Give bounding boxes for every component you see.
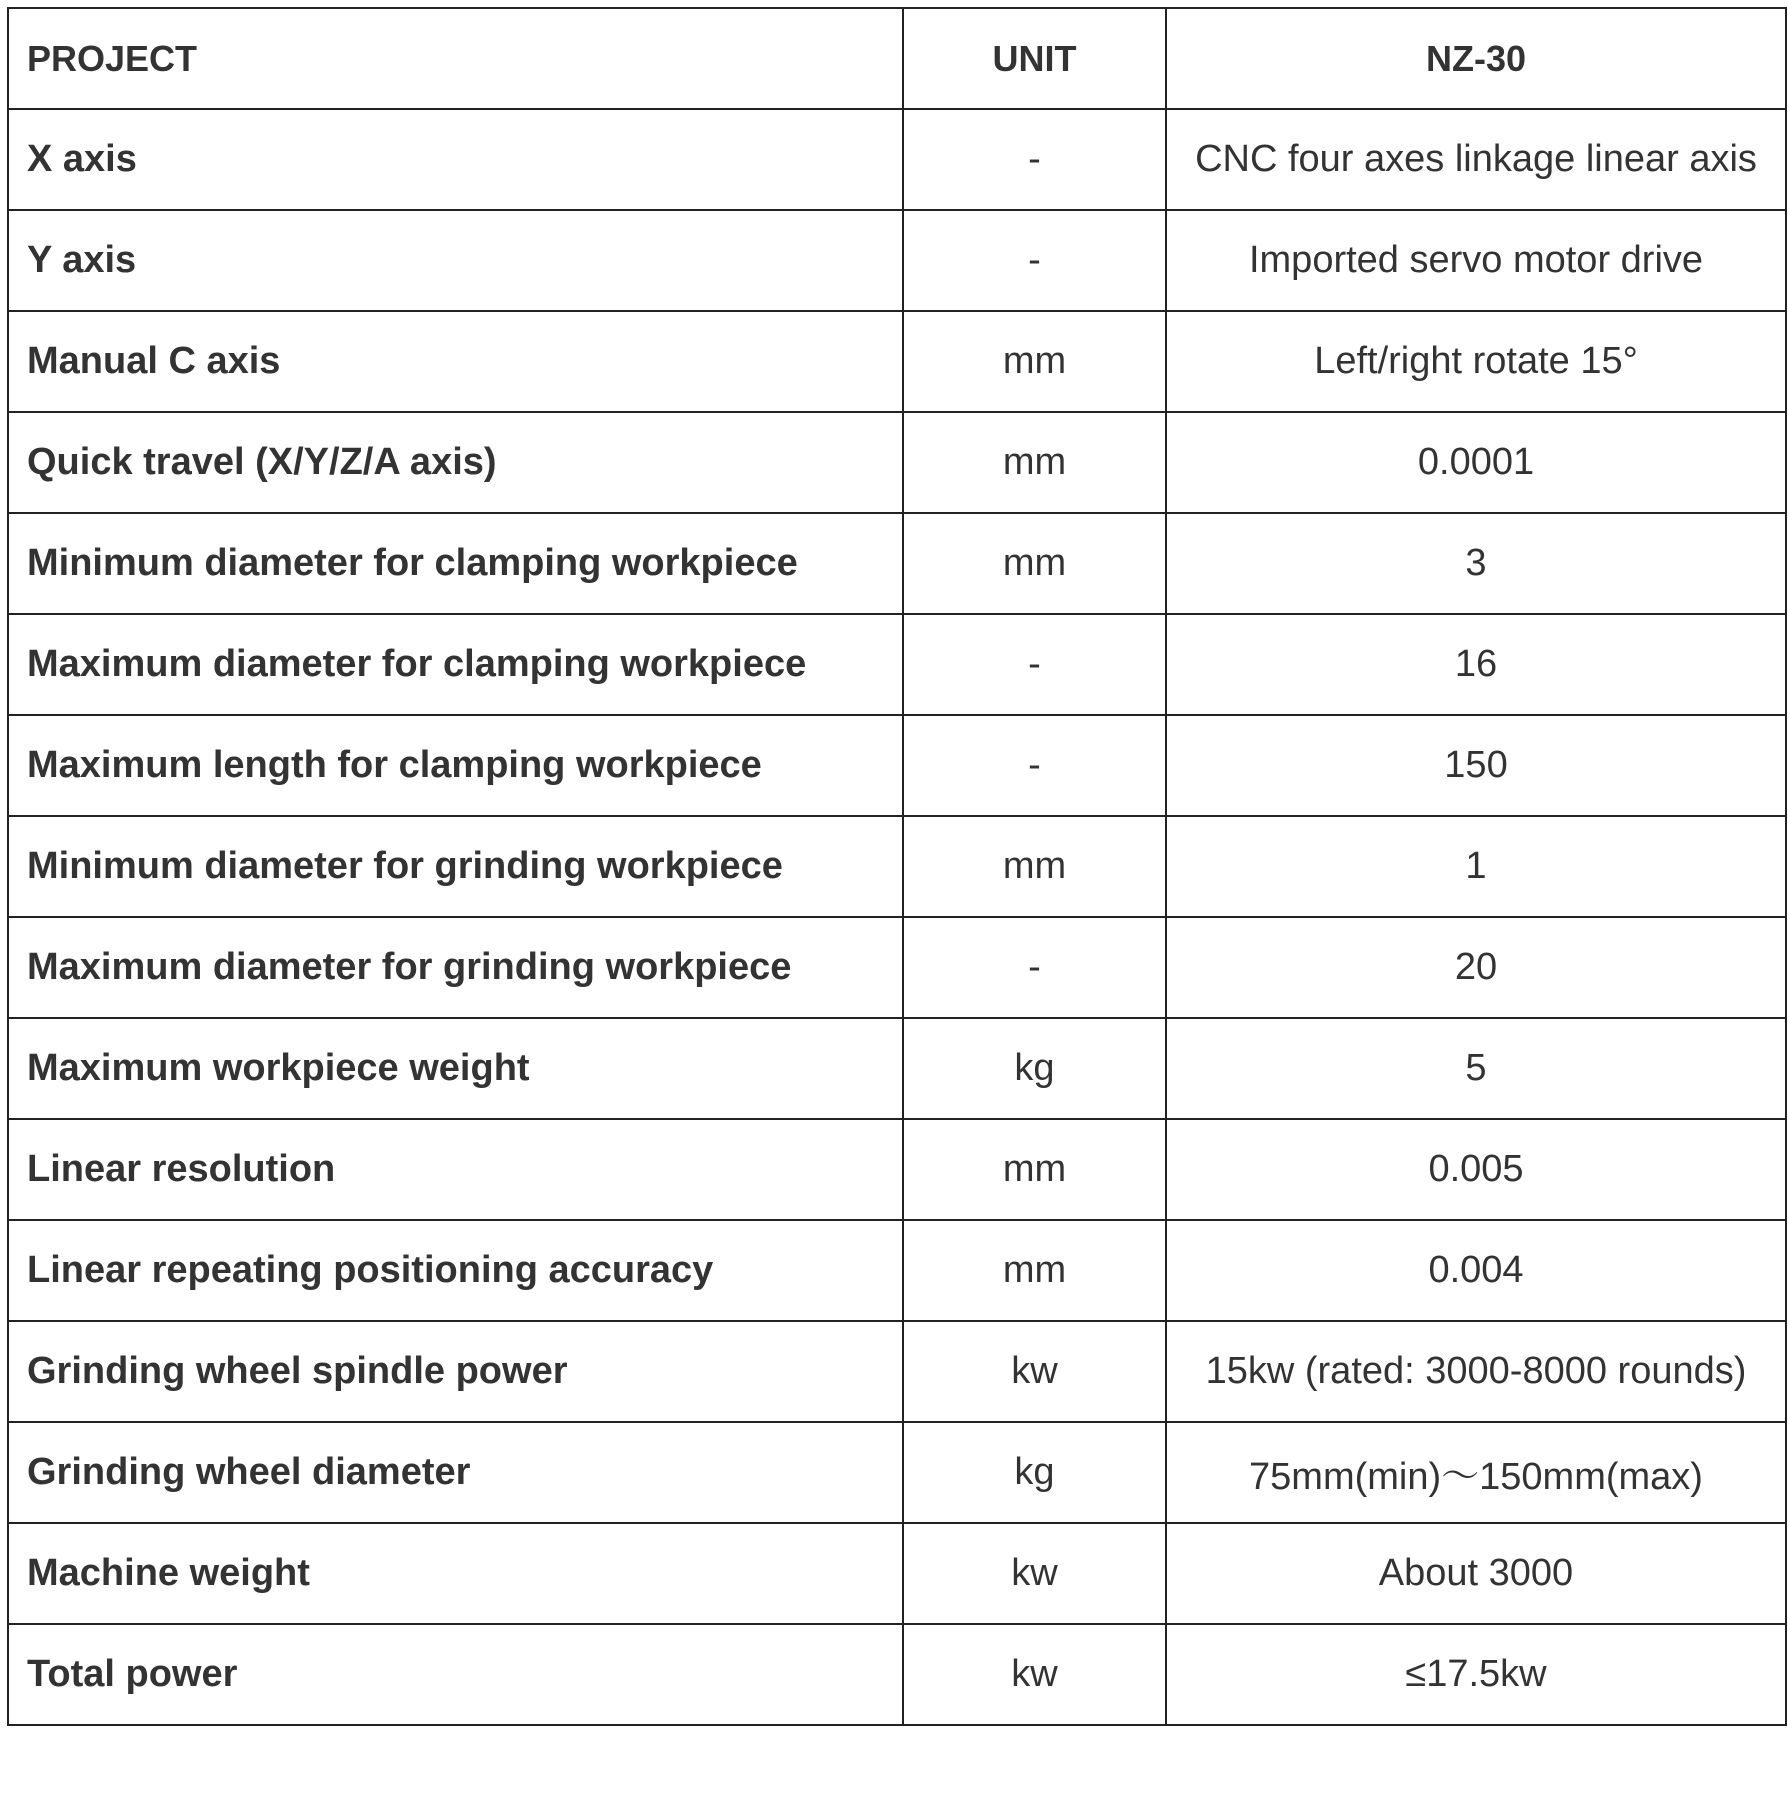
unit-cell: - xyxy=(903,917,1166,1018)
value-cell: Left/right rotate 15° xyxy=(1166,311,1786,412)
unit-cell: kg xyxy=(903,1422,1166,1523)
value-cell: 20 xyxy=(1166,917,1786,1018)
table-row xyxy=(8,715,1786,816)
unit-cell: mm xyxy=(903,816,1166,917)
value-cell: 5 xyxy=(1166,1018,1786,1119)
project-cell: Maximum diameter for grinding workpiece xyxy=(8,917,903,1018)
unit-cell: mm xyxy=(903,412,1166,513)
unit-cell: - xyxy=(903,614,1166,715)
table-row xyxy=(8,1220,1786,1321)
table-row xyxy=(8,210,1786,311)
project-cell: Y axis xyxy=(8,210,903,311)
unit-cell: kg xyxy=(903,1018,1166,1119)
unit-cell: mm xyxy=(903,1119,1166,1220)
table-row xyxy=(8,1422,1786,1523)
header-model: NZ-30 xyxy=(1166,8,1786,109)
value-cell: CNC four axes linkage linear axis xyxy=(1166,109,1786,210)
table-row xyxy=(8,917,1786,1018)
value-cell: 3 xyxy=(1166,513,1786,614)
table-row xyxy=(8,513,1786,614)
header-unit: UNIT xyxy=(903,8,1166,109)
value-cell: 0.0001 xyxy=(1166,412,1786,513)
project-cell: X axis xyxy=(8,109,903,210)
value-cell: 0.005 xyxy=(1166,1119,1786,1220)
unit-cell: - xyxy=(903,715,1166,816)
table-row xyxy=(8,816,1786,917)
unit-cell: mm xyxy=(903,1220,1166,1321)
project-cell: Maximum diameter for clamping workpiece xyxy=(8,614,903,715)
table-row xyxy=(8,1624,1786,1725)
table-body xyxy=(8,109,1786,1725)
unit-cell: mm xyxy=(903,513,1166,614)
value-cell: 150 xyxy=(1166,715,1786,816)
spec-table xyxy=(7,7,1787,1726)
table-row xyxy=(8,1523,1786,1624)
project-cell: Total power xyxy=(8,1624,903,1725)
project-cell: Grinding wheel diameter xyxy=(8,1422,903,1523)
table-row xyxy=(8,412,1786,513)
project-cell: Linear resolution xyxy=(8,1119,903,1220)
table-row xyxy=(8,1321,1786,1422)
value-cell: 16 xyxy=(1166,614,1786,715)
table-row xyxy=(8,109,1786,210)
unit-cell: - xyxy=(903,210,1166,311)
project-cell: Minimum diameter for clamping workpiece xyxy=(8,513,903,614)
table-row xyxy=(8,614,1786,715)
value-cell: 75mm(min)～150mm(max) xyxy=(1166,1422,1786,1523)
unit-cell: kw xyxy=(903,1624,1166,1725)
project-cell: Maximum workpiece weight xyxy=(8,1018,903,1119)
project-cell: Linear repeating positioning accuracy xyxy=(8,1220,903,1321)
value-cell: 1 xyxy=(1166,816,1786,917)
header-project: PROJECT xyxy=(8,8,903,109)
unit-cell: kw xyxy=(903,1523,1166,1624)
value-cell: 15kw (rated: 3000-8000 rounds) xyxy=(1166,1321,1786,1422)
unit-cell: mm xyxy=(903,311,1166,412)
project-cell: Manual C axis xyxy=(8,311,903,412)
project-cell: Machine weight xyxy=(8,1523,903,1624)
value-cell: About 3000 xyxy=(1166,1523,1786,1624)
value-cell: 0.004 xyxy=(1166,1220,1786,1321)
table-header xyxy=(8,8,1786,109)
header-row xyxy=(8,8,1786,109)
table-row xyxy=(8,1119,1786,1220)
table-row xyxy=(8,1018,1786,1119)
project-cell: Grinding wheel spindle power xyxy=(8,1321,903,1422)
table-row xyxy=(8,311,1786,412)
project-cell: Maximum length for clamping workpiece xyxy=(8,715,903,816)
project-cell: Minimum diameter for grinding workpiece xyxy=(8,816,903,917)
value-cell: ≤17.5kw xyxy=(1166,1624,1786,1725)
project-cell: Quick travel (X/Y/Z/A axis) xyxy=(8,412,903,513)
unit-cell: kw xyxy=(903,1321,1166,1422)
unit-cell: - xyxy=(903,109,1166,210)
value-cell: Imported servo motor drive xyxy=(1166,210,1786,311)
